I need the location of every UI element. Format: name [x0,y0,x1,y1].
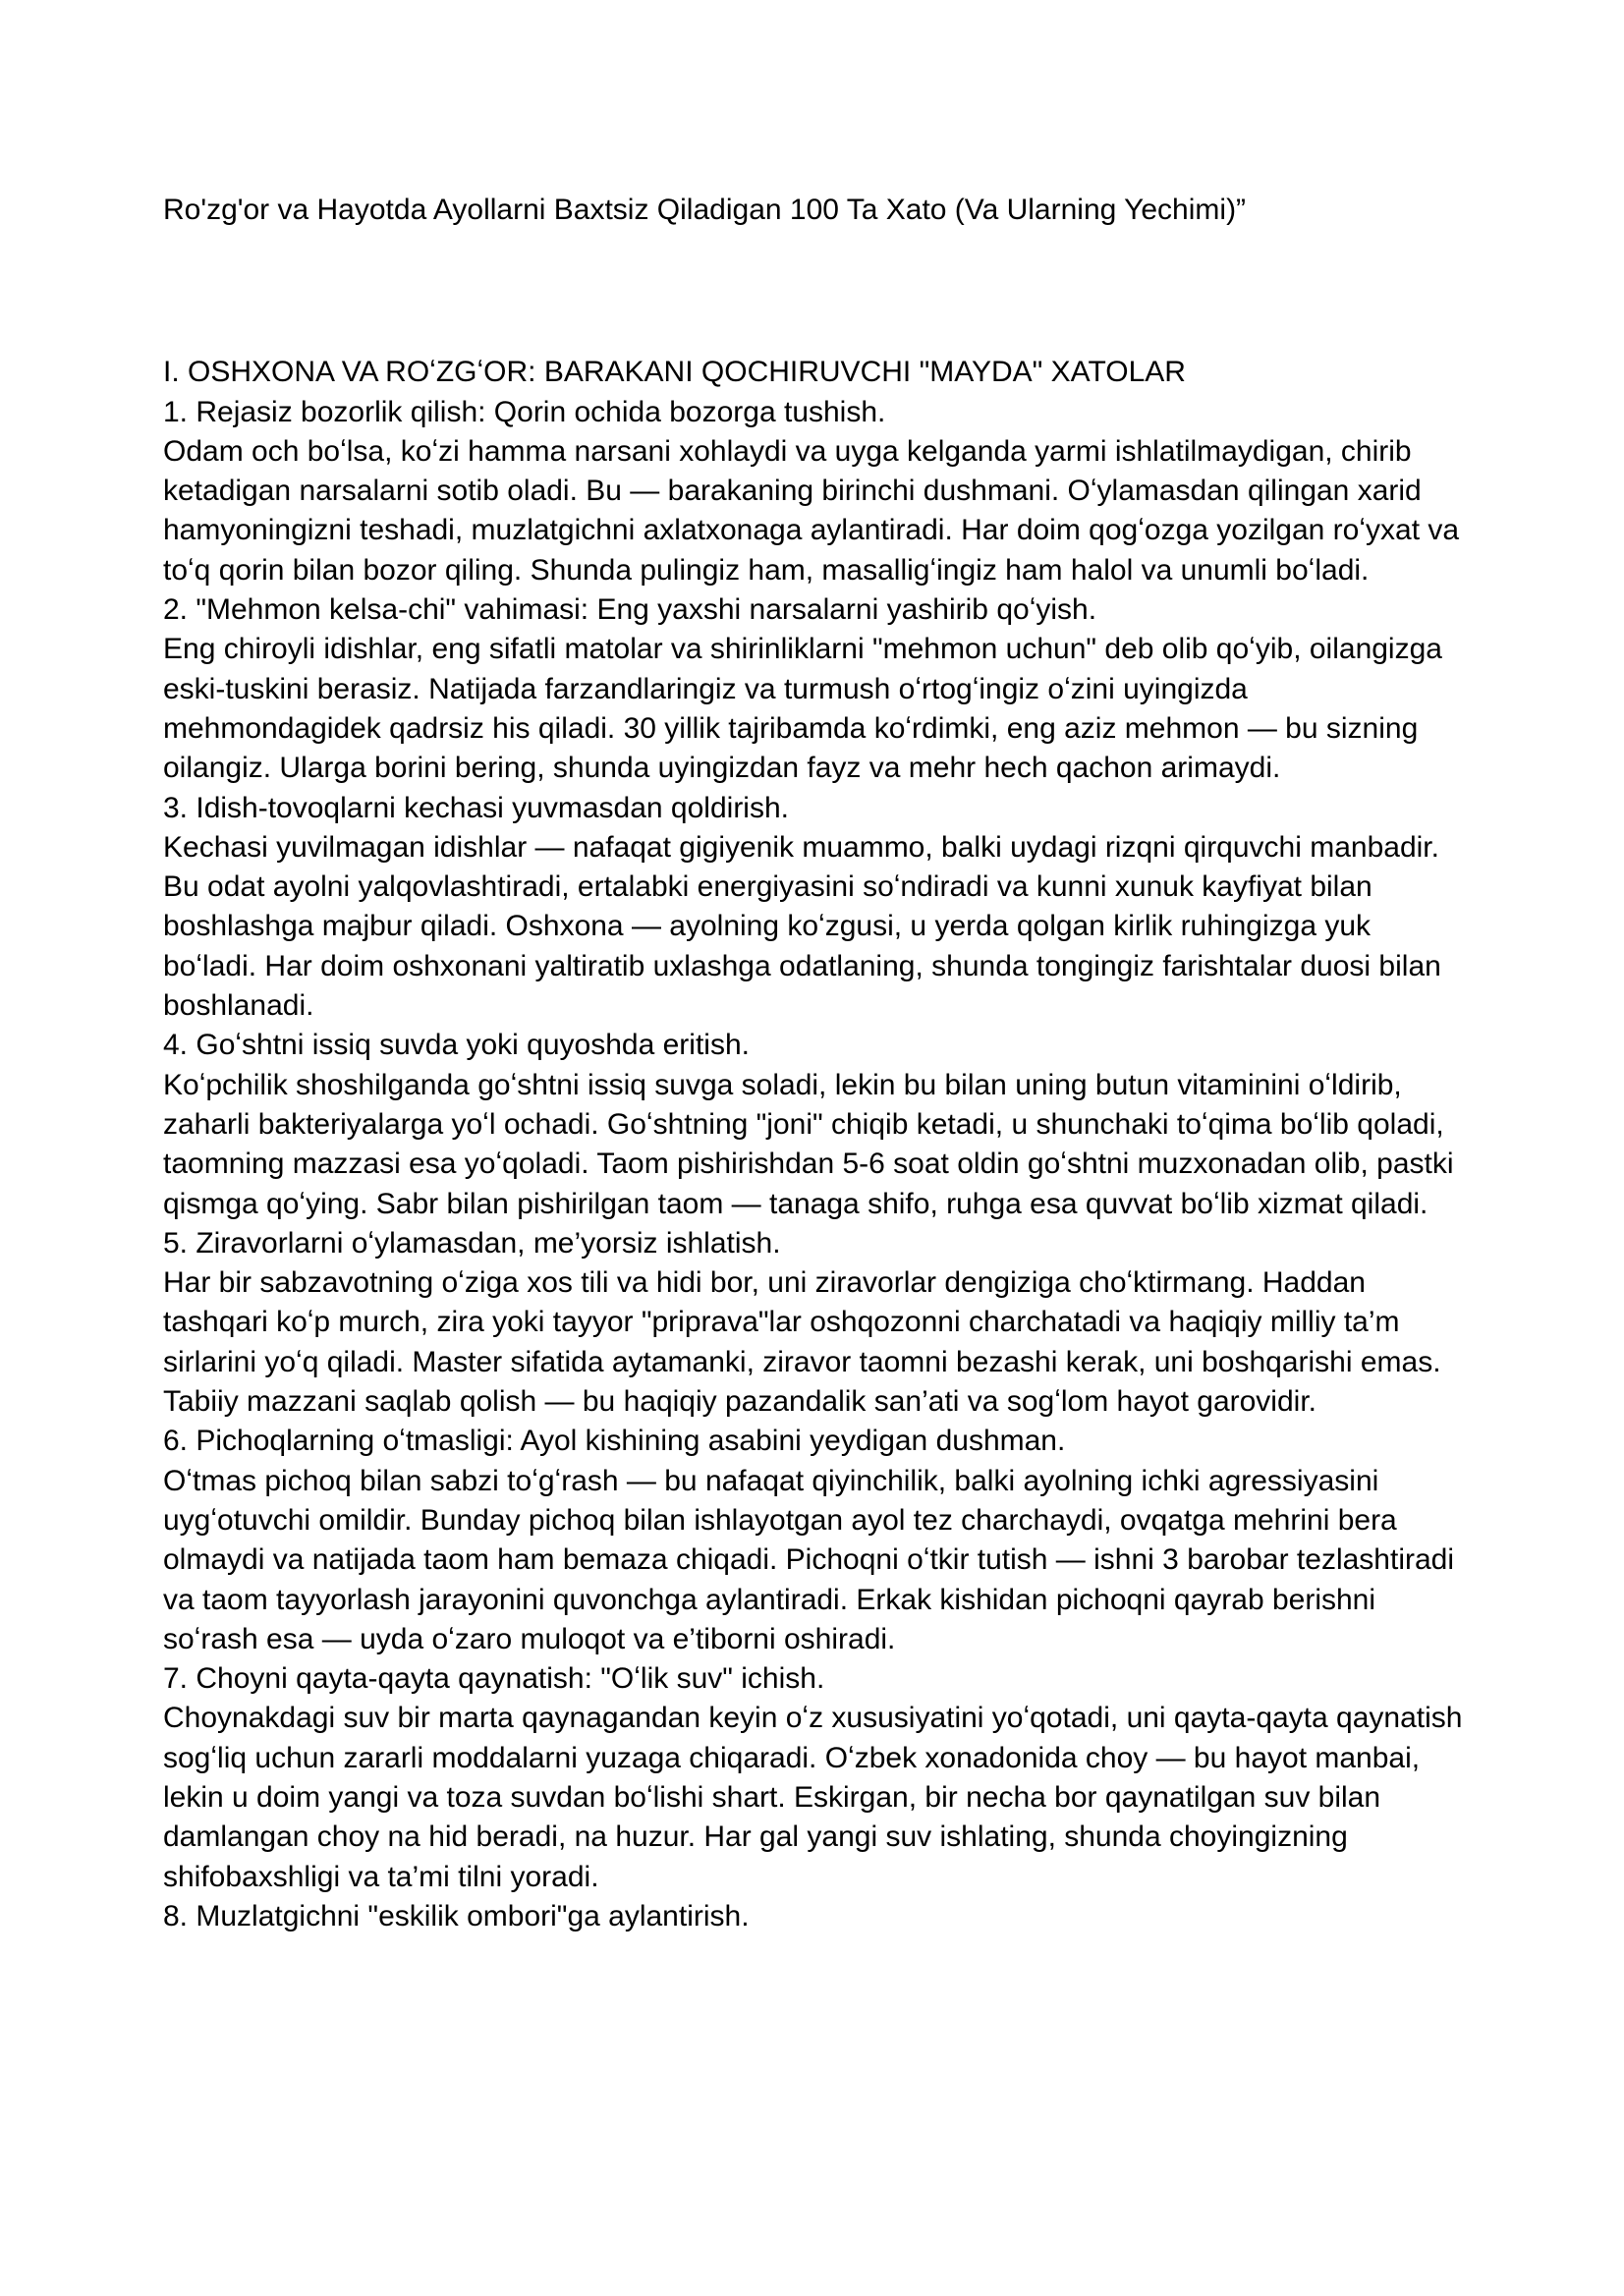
mistake-title: 4. Goʻshtni issiq suvda yoki quyoshda eritish. [163,1029,750,1062]
mistake-body: Eng chiroyli idishlar, eng sifatli matolar va shirinliklarni "mehmon uchun" deb olib qoʻyib, oilangizga eski-tuskini berasiz. Natijada farzandlaringiz va turmush oʻrtogʻingiz oʻzini uyingizda mehmondagidek qadrsiz his qiladi. 30 yillik tajribamda koʻrdimki, eng aziz mehmon — bu sizning oilangiz. Ularga borini bering, shunda uyingizdan fayz va mehr hech qachon arimaydi. [163,633,1442,785]
mistake-item-3 [163,789,1466,1027]
mistake-body: Kechasi yuvilmagan idishlar — nafaqat gigiyenik muammo, balki uydagi rizqni qirquvchi manbadir. Bu odat ayolni yalqovlashtiradi, ertalabki energiyasini soʻndiradi va kunni xunuk kayfiyat bilan boshlashga majbur qiladi. Oshxona — ayolning koʻzgusi, u yerda qolgan kirlik ruhingizga yuk boʻladi. Har doim oshxonani yaltiratib uxlashga odatlaning, shunda tongingiz farishtalar duosi bilan boshlanadi. [163,830,1441,1023]
mistake-title: 2. "Mehmon kelsa-chi" vahimasi: Eng yaxshi narsalarni yashirib qoʻyish. [163,593,1097,627]
mistake-body: Choynakdagi suv bir marta qaynagandan keyin oʻz xususiyatini yoʻqotadi, uni qayta-qayta qaynatish sogʻliq uchun zararli moddalarni yuzaga chiqaradi. Oʻzbek xonadonida choy — bu hayot manbai, lekin u doim yangi va toza suvdan boʻlishi shart. Eskirgan, bir necha bor qaynatilgan suv bilan damlangan choy na hid beradi, na huzur. Har gal yangi suv ishlating, shunda choyingizning shifobaxshligi va ta’mi tilni yoradi. [163,1702,1463,1893]
mistake-item-7 [163,1659,1466,1897]
mistake-body: Koʻpchilik shoshilganda goʻshtni issiq suvga soladi, lekin bu bilan uning butun vitaminini oʻldirib, zaharli bakteriyalarga yoʻl ochadi. Goʻshtning "joni" chiqib ketadi, u shunchaki toʻqima boʻlib qoladi, taomning mazzasi esa yoʻqoladi. Taom pishirishdan 5-6 soat oldin goʻshtni muzxonadan olib, pastki qismga qoʻying. Sabr bilan pishirilgan taom — tanaga shifo, ruhga esa quvvat boʻlib xizmat qiladi. [163,1068,1454,1220]
mistake-title: 3. Idish-tovoqlarni kechasi yuvmasdan qoldirish. [163,791,789,824]
mistake-title: 7. Choyni qayta-qayta qaynatish: "Oʻlik suv" ichish. [163,1662,825,1696]
mistake-item-5 [163,1224,1466,1422]
mistake-title: 5. Ziravorlarni oʻylamasdan, me’yorsiz ishlatish. [163,1226,781,1260]
mistake-title: 8. Muzlatgichni "eskilik ombori"ga aylantirish. [163,1899,750,1932]
section-heading: I. OSHXONA VA ROʻZGʻOR: BARAKANI QOCHIRUVCHI "MAYDA" XATOLAR [163,356,1186,389]
mistake-body: Odam och boʻlsa, koʻzi hamma narsani xohlaydi va uyga kelganda yarmi ishlatilmaydigan, chirib ketadigan narsalarni sotib oladi. Bu — barakaning birinchi dushmani. Oʻylamasdan qilingan xarid hamyoningizni teshadi, muzlatgichni axlatxonaga aylantiradi. Har doim qogʻozga yozilgan roʻyxat va toʻq qorin bilan bozor qiling. Shunda pulingiz ham, masalligʻingiz ham halol va unumli boʻladi. [163,434,1460,587]
mistake-item-8 [163,1897,1466,1936]
document-title: Ro'zg'or va Hayotda Ayollarni Baxtsiz Qiladigan 100 Ta Xato (Va Ularning Yechimi)” [163,194,1247,226]
document-page [163,191,1466,1936]
mistake-item-4 [163,1026,1466,1223]
mistake-item-6 [163,1422,1466,1659]
mistake-title: 6. Pichoqlarning oʻtmasligi: Ayol kishining asabini yeydigan dushman. [163,1425,1066,1458]
mistake-body: Oʻtmas pichoq bilan sabzi toʻgʻrash — bu nafaqat qiyinchilik, balki ayolning ichki agressiyasini uygʻotuvchi omildir. Bunday pichoq bilan ishlayotgan ayol tez charchaydi, ovqatga mehrini bera olmaydi va natijada taom ham bemaza chiqadi. Pichoqni oʻtkir tutish — ishni 3 barobar tezlashtiradi va taom tayyorlash jarayonini quvonchga aylantiradi. Erkak kishidan pichoqni qayrab berishni soʻrash esa — uyda oʻzaro muloqot va e’tiborni oshiradi. [163,1464,1455,1655]
mistake-item-1 [163,393,1466,590]
mistake-item-2 [163,590,1466,788]
mistake-title: 1. Rejasiz bozorlik qilish: Qorin ochida bozorga tushish. [163,395,886,428]
mistake-body: Har bir sabzavotning oʻziga xos tili va hidi bor, uni ziravorlar dengiziga choʻktirmang. Haddan tashqari koʻp murch, zira yoki tayyor "priprava"lar oshqozonni charchatadi va haqiqiy milliy ta’m sirlarini yoʻq qiladi. Master sifatida aytamanki, ziravor taomni bezashi kerak, uni boshqarishi emas. Tabiiy mazzani saqlab qolish — bu haqiqiy pazandalik san’ati va sogʻlom hayot garovidir. [163,1266,1441,1419]
